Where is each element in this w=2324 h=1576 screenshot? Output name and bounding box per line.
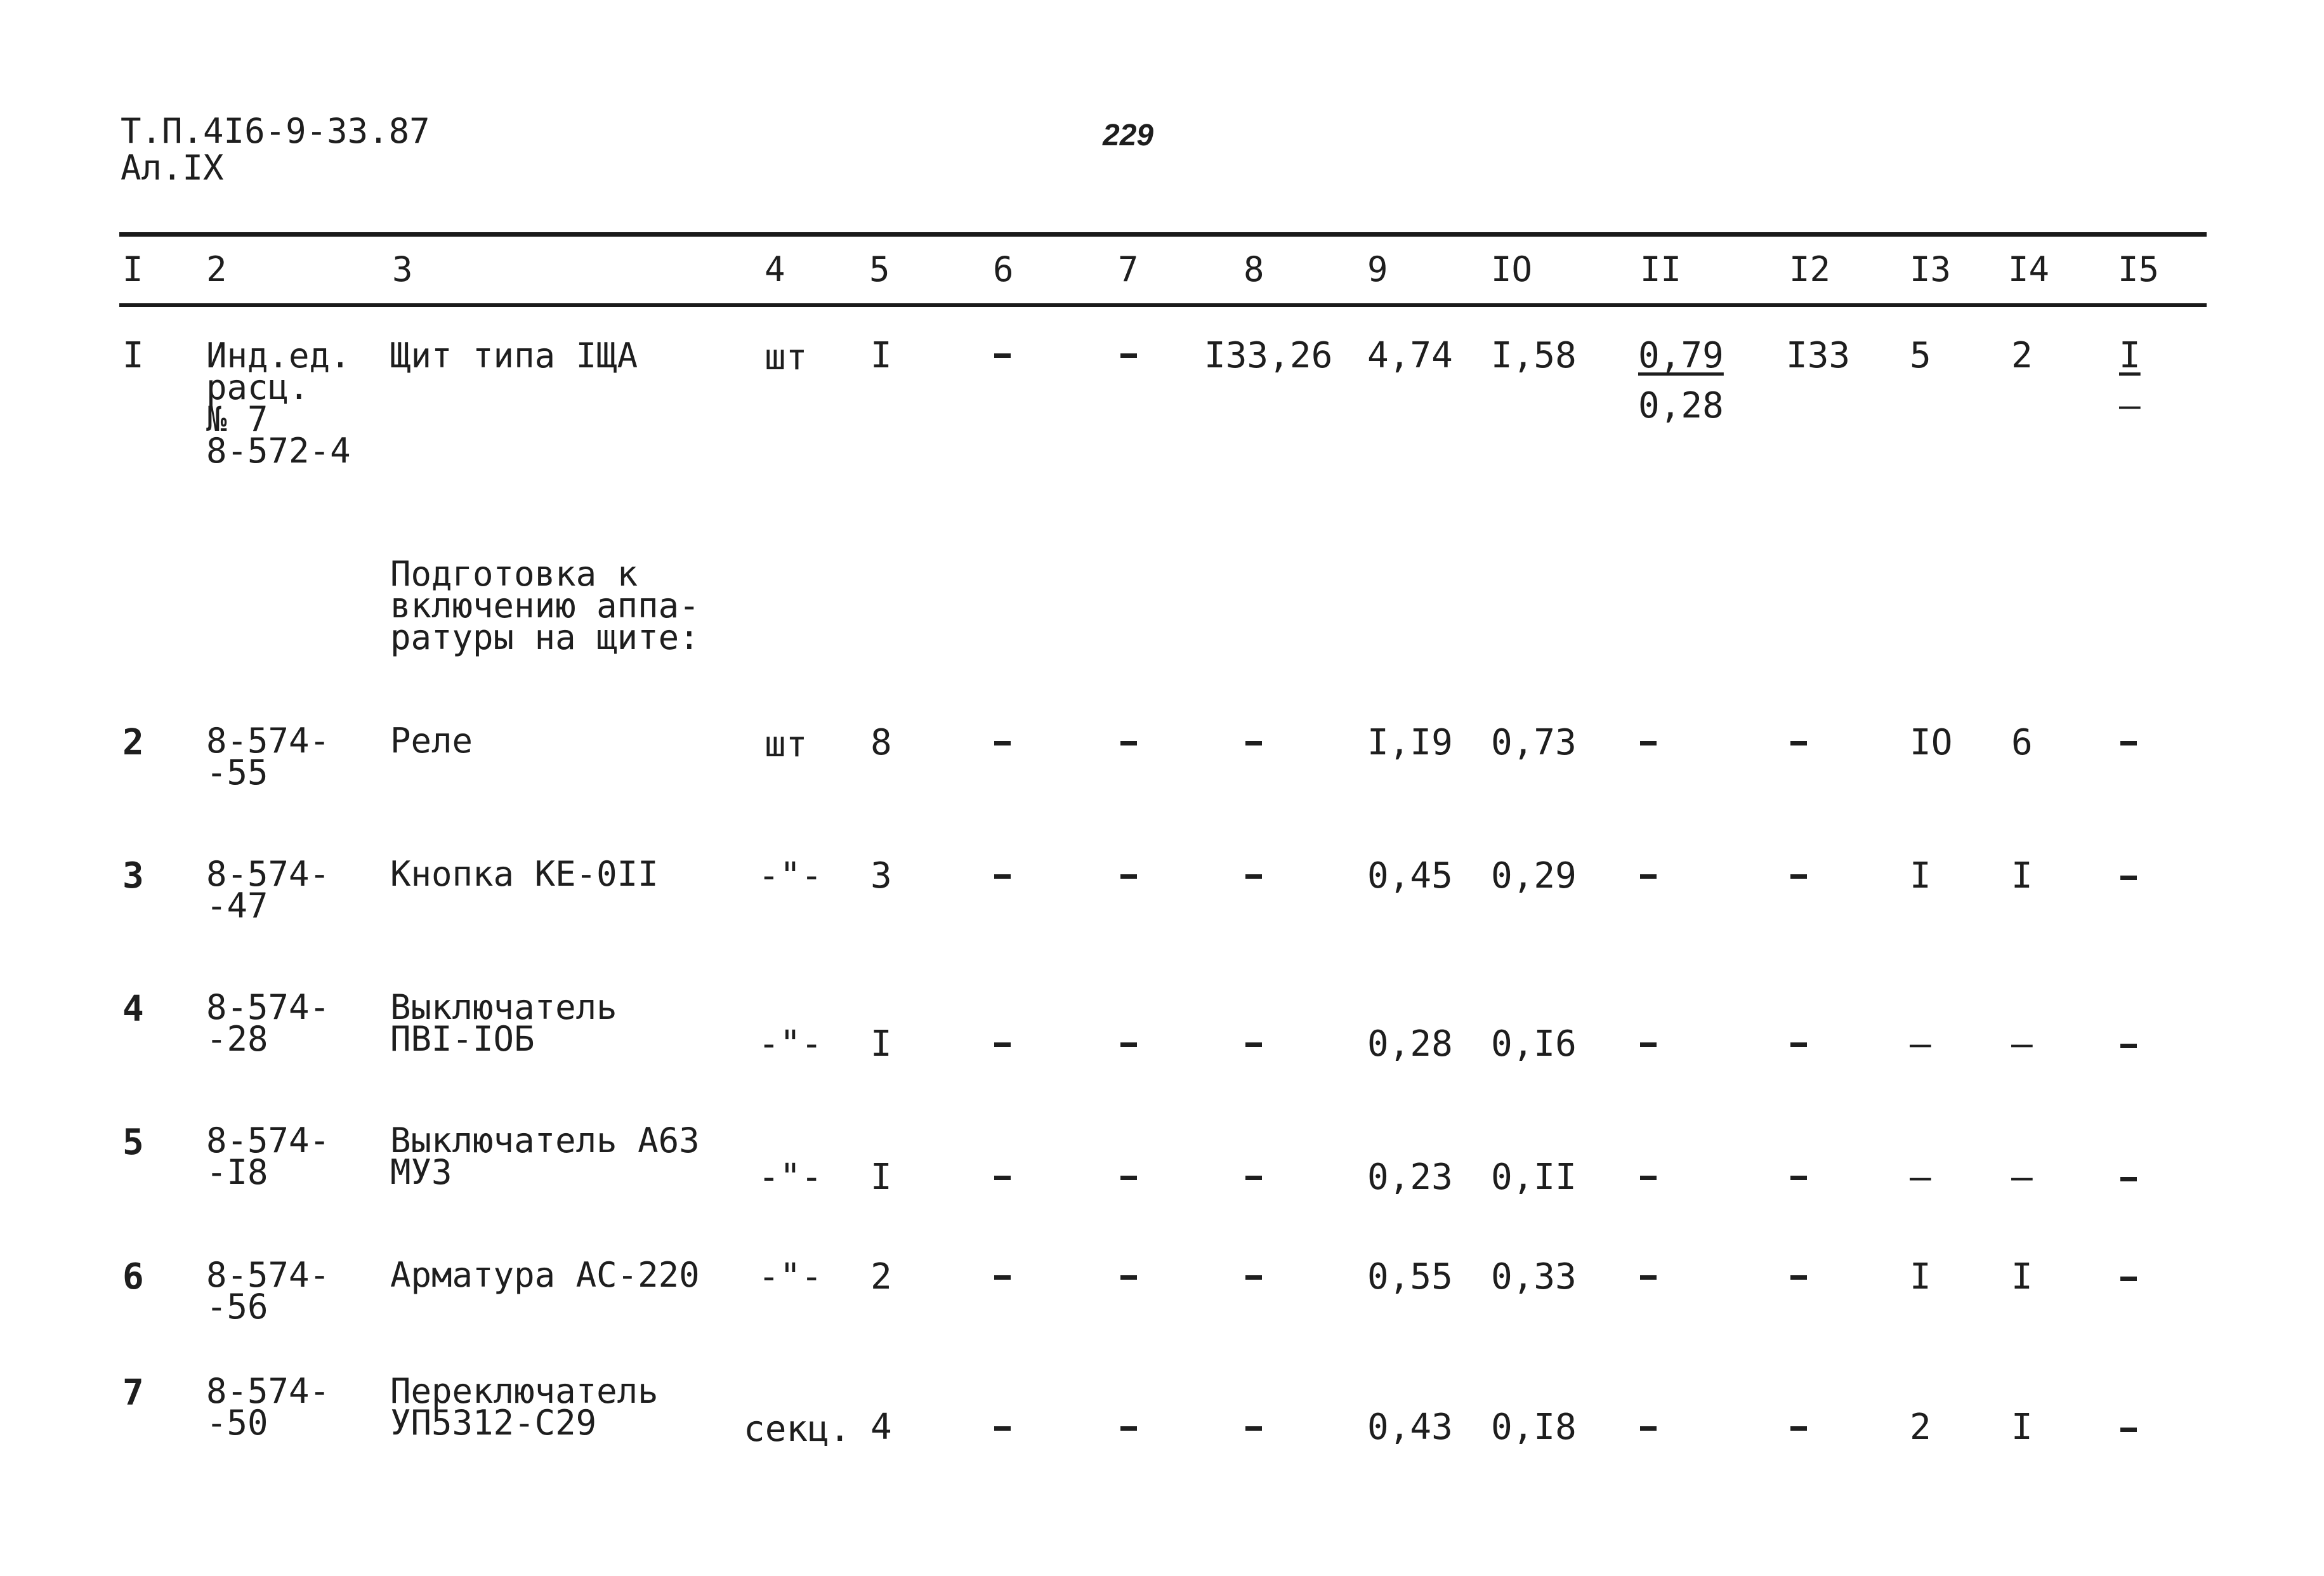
dash-mark [1120, 1275, 1137, 1280]
dash-mark [1120, 353, 1137, 358]
item-name: Выключатель А63 [390, 1120, 700, 1160]
cell-c10: 0,II [1491, 1157, 1577, 1198]
cell-c14: – [2011, 1023, 2033, 1065]
quantity: I [870, 1157, 892, 1198]
dash-mark [1790, 1042, 1807, 1047]
dash-mark [1245, 1275, 1262, 1280]
column-header: 6 [993, 249, 1014, 289]
row-number: 7 [122, 1372, 144, 1414]
rate-code-line: -28 [206, 1019, 268, 1059]
column-header: I5 [2118, 249, 2160, 289]
unit: шт [765, 337, 808, 378]
unit: -"- [758, 1256, 823, 1297]
section-note-line: ратуры на щите: [390, 617, 700, 657]
cell-c13: I [1910, 1256, 1931, 1297]
dash-mark [1245, 1426, 1262, 1431]
cell-c13: 5 [1910, 335, 1931, 376]
unit: -"- [758, 1157, 823, 1198]
dash-mark [1120, 1042, 1137, 1047]
column-header: I2 [1789, 249, 1831, 289]
cell-c14: I [2011, 1407, 2033, 1448]
rate-code-line: -50 [206, 1403, 268, 1443]
cell-c9: 0,23 [1367, 1157, 1453, 1198]
dash-mark [1640, 874, 1657, 879]
album-number: Ал.IX [121, 148, 224, 188]
item-name: Арматура АС-220 [390, 1255, 700, 1295]
cell-c9: I,I9 [1367, 722, 1453, 763]
page-number: 229 [1103, 119, 1154, 152]
dash-mark [994, 1426, 1011, 1431]
row-number: 5 [122, 1122, 144, 1163]
dash-mark [1640, 1042, 1657, 1047]
dash-mark [2120, 1177, 2137, 1181]
dash-mark [1790, 1275, 1807, 1280]
dash-mark [1640, 741, 1657, 745]
cell-c13: IO [1910, 722, 1953, 763]
cell-c10: 0,73 [1491, 722, 1577, 763]
column-header: 2 [206, 249, 227, 289]
rate-code-line: 8-574- [206, 721, 331, 761]
document-code: Т.П.4І6-9-33.87 [121, 111, 430, 151]
dash-mark [1120, 874, 1137, 879]
dash-mark [1120, 1176, 1137, 1180]
unit: -"- [758, 855, 823, 896]
section-note-line: включению аппа- [390, 586, 700, 626]
rate-code-line: -I8 [206, 1152, 268, 1192]
column-header: I4 [2008, 249, 2050, 289]
item-name: УП5312-С29 [390, 1403, 597, 1443]
cell-c9: 0,28 [1367, 1023, 1453, 1065]
column-header: 5 [869, 249, 890, 289]
cell-c10: 0,I6 [1491, 1023, 1577, 1065]
rate-code-line: 8-574- [206, 1255, 331, 1295]
cell-c9: 0,43 [1367, 1407, 1453, 1448]
row-number: 2 [122, 722, 144, 763]
cell-c15-bottom: – [2119, 385, 2141, 426]
dash-mark [1120, 1426, 1137, 1431]
cell-c14: – [2011, 1157, 2033, 1198]
cell-c13: I [1910, 855, 1931, 896]
item-name: Щит типа IЩА [390, 336, 638, 376]
column-header: 4 [765, 249, 785, 289]
dash-mark [1245, 741, 1262, 745]
cell-c14: I [2011, 855, 2033, 896]
rate-code-line: расц. [206, 367, 310, 407]
rate-code-line: 8-574- [206, 854, 331, 894]
row-number: 4 [122, 988, 144, 1030]
cell-c11-bottom: 0,28 [1638, 385, 1724, 426]
dash-mark [1120, 741, 1137, 745]
rate-code-line: 8-574- [206, 987, 331, 1027]
item-name: Выключатель [390, 987, 617, 1027]
cell-c13: 2 [1910, 1407, 1931, 1448]
dash-mark [994, 741, 1011, 745]
dash-mark [2120, 741, 2137, 745]
dash-mark [994, 874, 1011, 879]
cell-c15-top: I [2119, 335, 2141, 376]
item-name: Переключатель [390, 1371, 659, 1411]
rate-code-line: 8-572-4 [206, 431, 351, 471]
item-name: ПВI-IOБ [390, 1019, 535, 1059]
cell-c9: 0,45 [1367, 855, 1453, 896]
column-header: 3 [392, 249, 413, 289]
dash-mark [994, 1176, 1011, 1180]
dash-mark [1790, 741, 1807, 745]
quantity: 3 [870, 855, 892, 896]
quantity: I [870, 1023, 892, 1065]
item-name: МУЗ [390, 1152, 452, 1192]
rate-code-line: 8-574- [206, 1371, 331, 1411]
column-header: IO [1491, 249, 1533, 289]
dash-mark [994, 1042, 1011, 1047]
column-header: 7 [1118, 249, 1139, 289]
cell-c10: 0,29 [1491, 855, 1577, 896]
row-number: 3 [122, 855, 144, 896]
dash-mark [2120, 1428, 2137, 1432]
rate-code-line: Инд.ед. [206, 336, 351, 376]
cell-c8: I33,26 [1204, 335, 1333, 376]
column-header: II [1640, 249, 1682, 289]
unit: секц. [744, 1409, 851, 1450]
column-header: 9 [1367, 249, 1388, 289]
section-note-line: Подготовка к [390, 554, 638, 594]
cell-c9: 0,55 [1367, 1256, 1453, 1297]
dash-mark [994, 353, 1011, 358]
rate-code-line: № 7 [206, 399, 268, 439]
cell-c10: I,58 [1491, 335, 1577, 376]
dash-mark [2120, 876, 2137, 880]
dash-mark [1640, 1426, 1657, 1431]
cell-c12: I33 [1786, 335, 1851, 376]
cell-c10: 0,I8 [1491, 1407, 1577, 1448]
cell-c13: – [1910, 1157, 1931, 1198]
quantity: I [870, 335, 892, 376]
dash-mark [1640, 1176, 1657, 1180]
quantity: 2 [870, 1256, 892, 1297]
dash-mark [994, 1275, 1011, 1280]
column-header: 8 [1244, 249, 1264, 289]
dash-mark [1790, 1426, 1807, 1431]
dash-mark [1640, 1275, 1657, 1280]
column-header: I3 [1910, 249, 1952, 289]
item-name: Реле [390, 721, 473, 761]
column-header: I [122, 249, 143, 289]
dash-mark [2120, 1277, 2137, 1281]
dash-mark [1245, 1042, 1262, 1047]
rate-code-line: 8-574- [206, 1120, 331, 1160]
rate-code-line: -56 [206, 1287, 268, 1327]
dash-mark [1790, 874, 1807, 879]
cell-c14: 6 [2011, 722, 2033, 763]
dash-mark [1245, 1176, 1262, 1180]
item-name: Кнопка КЕ-0II [390, 854, 659, 894]
quantity: 8 [870, 722, 892, 763]
cell-c14: 2 [2011, 335, 2033, 376]
cell-c9: 4,74 [1367, 335, 1453, 376]
table-top-rule [119, 232, 2207, 237]
cell-c14: I [2011, 1256, 2033, 1297]
cell-c13: – [1910, 1023, 1931, 1065]
dash-mark [1790, 1176, 1807, 1180]
dash-mark [2120, 1044, 2137, 1048]
rate-code-line: -47 [206, 886, 268, 926]
unit: -"- [758, 1023, 823, 1065]
quantity: 4 [870, 1407, 892, 1448]
row-number: I [122, 335, 144, 376]
cell-c11-top: 0,79 [1638, 335, 1724, 376]
rate-code-line: -55 [206, 752, 268, 792]
unit: шт [765, 724, 808, 765]
table-header-rule [119, 303, 2207, 307]
dash-mark [1245, 874, 1262, 879]
cell-c10: 0,33 [1491, 1256, 1577, 1297]
row-number: 6 [122, 1256, 144, 1297]
